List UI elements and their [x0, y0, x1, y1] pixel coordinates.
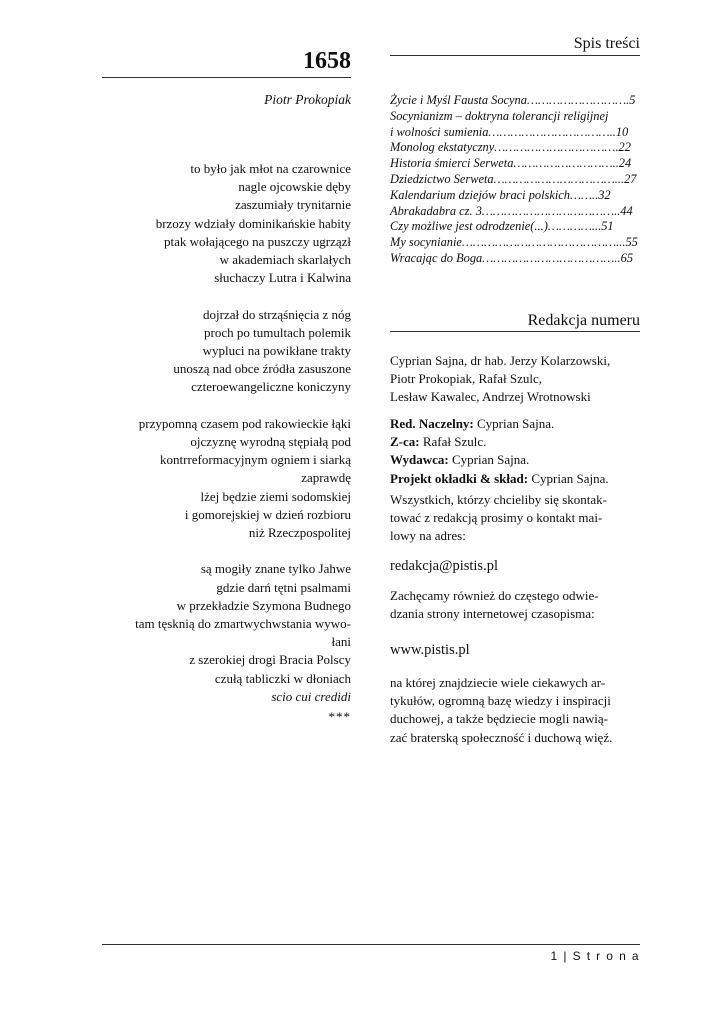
contact-line: tować z redakcją prosimy o kontakt mai- — [390, 510, 603, 526]
members-line: Cyprian Sajna, dr hab. Jerzy Kolarzowski, — [390, 353, 611, 368]
role-label: Red. Naczelny: — [390, 416, 474, 431]
members-line: Lesław Kawalec, Andrzej Wrotnowski — [390, 389, 591, 405]
editorial-heading: Redakcja numeru — [527, 312, 640, 329]
stanza-3 — [91, 415, 351, 542]
poem-line: tam tęsknią do zmartwychwstania wywo- — [135, 616, 351, 632]
editorial-roles — [390, 415, 640, 488]
poem-line: przypomną czasem pod rakowieckie łąki — [138, 415, 351, 431]
website-link[interactable]: www.pistis.pl — [390, 642, 470, 658]
editorial-rule — [390, 331, 640, 332]
toc-rule — [390, 55, 640, 56]
poem-line: z szerokiej drogi Bracia Polscy — [189, 652, 351, 668]
role-label: Z-ca: — [390, 434, 420, 450]
page-number: 1 | S t r o n a — [550, 949, 640, 963]
stanza-4 — [91, 560, 351, 726]
toc-item[interactable]: Dziedzictwo Serweta……………………………...27 — [390, 171, 637, 186]
contact-line: Wszystkich, którzy chcieliby się skontak- — [390, 492, 607, 507]
poem-line: to było jak młot na czarownice — [190, 161, 351, 176]
role-row — [390, 415, 640, 433]
stanza-1 — [91, 160, 351, 287]
toc-heading: Spis treści — [573, 35, 640, 52]
poem-title: 1658 — [303, 48, 351, 74]
role-label: Projekt okładki & skład: — [390, 470, 529, 486]
role-label: Wydawca: — [390, 452, 449, 468]
poem-line: łani — [331, 634, 351, 650]
role-value: Cyprian Sajna. — [473, 416, 555, 431]
poem-line: lżej będzie ziemi sodomskiej — [200, 488, 351, 504]
email-wrap — [390, 557, 640, 576]
visit-line: dzania strony internetowej czasopisma: — [390, 606, 595, 622]
poem-line: nagle ojcowskie dęby — [238, 179, 351, 195]
poem-body — [91, 160, 351, 744]
closing-text — [390, 674, 640, 747]
poem-line: zaszumiały trynitarnie — [235, 197, 351, 213]
role-row — [390, 470, 640, 488]
poem-line: zaprawdę — [301, 470, 351, 486]
role-row — [390, 433, 640, 451]
poem-line-latin: scio cui credidi — [271, 688, 351, 704]
contact-line: lowy na adres: — [390, 528, 466, 544]
poem-line: proch po tumultach polemik — [204, 324, 351, 340]
email-link[interactable]: redakcja@pistis.pl — [390, 558, 498, 574]
toc-item[interactable]: Życie i Myśl Fausta Socyna……………………….5 — [390, 93, 636, 107]
stanza-2 — [91, 306, 351, 397]
closing-line: duchowej, a także będziecie mogli nawią- — [390, 711, 609, 727]
toc-item[interactable]: Historia śmierci Serweta………………………..24 — [390, 156, 632, 171]
poem-line: niż Rzeczpospolitej — [248, 525, 351, 541]
website-wrap — [390, 641, 640, 660]
table-of-contents — [390, 93, 640, 267]
poem-line: dojrzał do strząśnięcia z nóg — [203, 306, 351, 322]
toc-item[interactable]: Abrakadabra cz. 3………………………………..44 — [390, 203, 633, 218]
poem-line: brzozy wdziały dominikańskie habity — [155, 215, 351, 231]
members-line: Piotr Prokopiak, Rafał Szulc, — [390, 371, 543, 387]
role-value: Rafał Szulc. — [419, 434, 487, 450]
poem-line: kontrreformacyjnym ogniem i siarką — [160, 452, 351, 468]
contact-text — [390, 491, 640, 546]
closing-line: na której znajdziecie wiele ciekawych ar- — [390, 675, 606, 690]
poem-line: ptak wołającego na puszczy ugrzązł — [164, 233, 351, 249]
poem-line: ojczyznę wyrodną stępiałą pod — [190, 434, 351, 450]
title-rule — [102, 77, 351, 78]
poem-line: w przekładzie Szymona Budnego — [176, 597, 351, 613]
closing-line: zać braterską społeczność i duchową więź. — [390, 729, 613, 745]
visit-line: Zachęcamy również do częstego odwie- — [390, 588, 599, 603]
toc-item[interactable]: Wracając do Boga………………………………..65 — [390, 250, 634, 265]
poem-line: czteroewangeliczne koniczyny — [191, 379, 351, 395]
footer-rule — [102, 944, 640, 945]
poem-line: gdzie darń tętni psalmami — [216, 579, 351, 595]
toc-item[interactable]: Monolog ekstatyczny…………………………….22 — [390, 140, 631, 155]
toc-item[interactable]: Czy możliwe jest odrodzenie(...)…………...51 — [390, 219, 614, 234]
toc-item[interactable]: Kalendarium dziejów braci polskich……..32 — [390, 187, 611, 202]
toc-item[interactable]: My socynianie……………………………………...55 — [390, 235, 638, 250]
role-value: Cyprian Sajna. — [528, 470, 609, 486]
role-value: Cyprian Sajna. — [448, 452, 530, 468]
closing-line: tykułów, ogromną bazę wiedzy i inspiracji — [390, 693, 611, 709]
poem-line: w akademiach skarlałych — [219, 252, 351, 268]
toc-item[interactable]: i wolności sumienia……………………………..10 — [390, 124, 629, 139]
editorial-members — [390, 352, 640, 407]
poem-line: czułą tabliczki w dłoniach — [214, 670, 351, 686]
poem-line: słuchaczy Lutra i Kalwina — [214, 270, 351, 286]
visit-text — [390, 587, 640, 623]
poem-line: są mogiły znane tylko Jahwe — [200, 561, 351, 577]
poem-line: wypluci na powikłane trakty — [202, 343, 351, 359]
poem-line: unoszą nad obce źródła zasuszone — [173, 361, 351, 377]
poem-line: i gomorejskiej w dzień rozbioru — [184, 506, 351, 522]
role-row — [390, 451, 640, 469]
poem-author: Piotr Prokopiak — [264, 92, 351, 107]
poem-end-mark: *** — [328, 709, 351, 725]
toc-item[interactable]: Socynianizm – doktryna tolerancji religijnej — [390, 108, 609, 123]
